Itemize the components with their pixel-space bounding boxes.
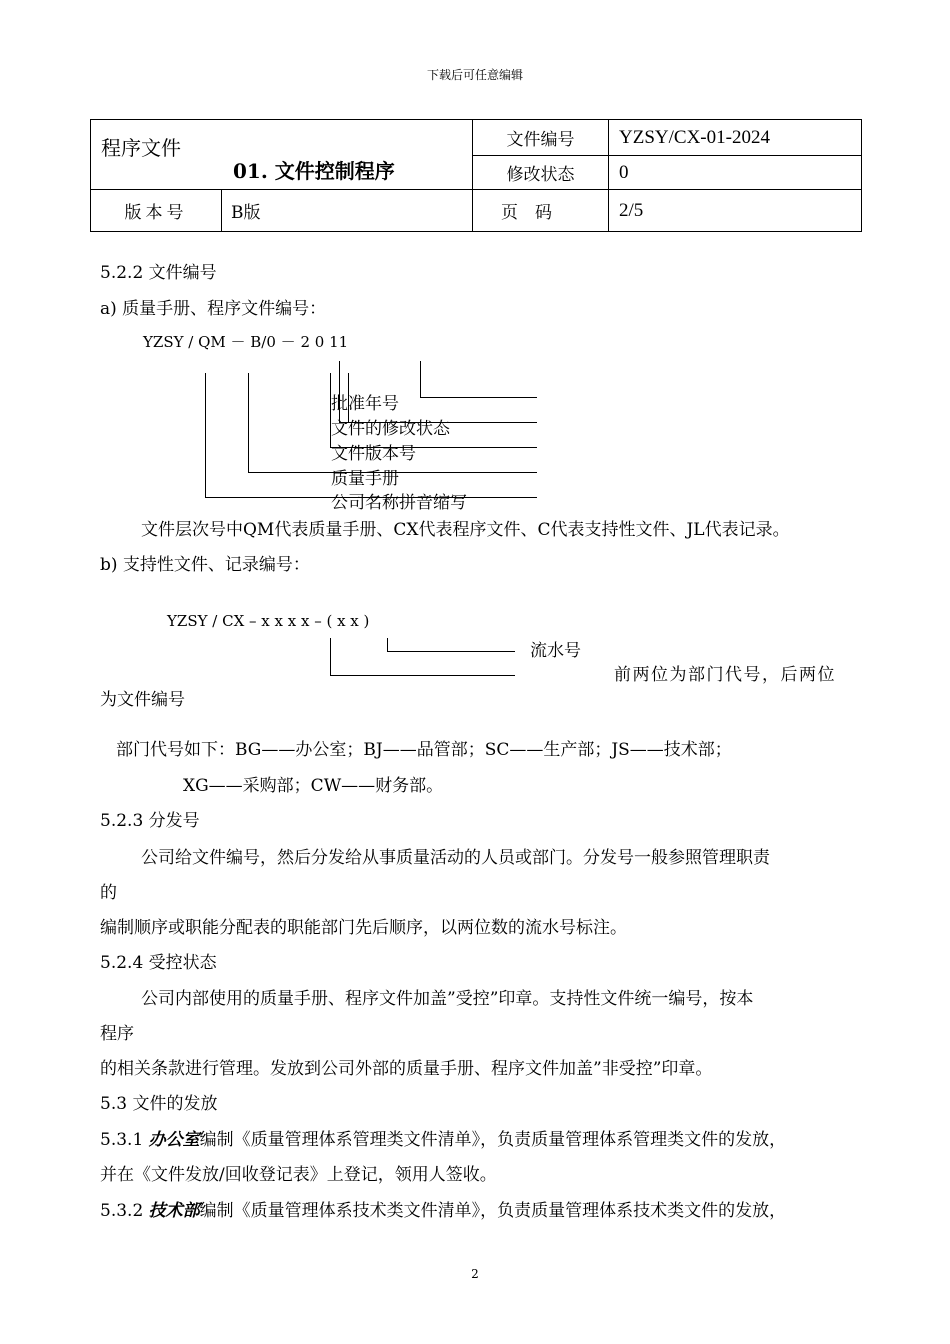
diagram-line <box>330 638 331 676</box>
top-note: 下载后可任意编辑 <box>426 68 523 82</box>
qm-label-version: 文件版本号 <box>331 444 416 464</box>
qm-code-format: YZSY / QM － B/0 － 2 0 11 <box>143 333 349 351</box>
version-label: 版本号 <box>91 190 222 232</box>
section-5-2-3-para2: 编制顺序或职能分配表的职能部门先后顺序，以两位数的流水号标注。 <box>100 918 627 938</box>
section-5-2-3-title: 5.2.3 分发号 <box>100 811 200 831</box>
doc-no-label: 文件编号 <box>473 120 609 156</box>
section-5-3-1-line2: 并在《文件发放/回收登记表》上登记，领用人签收。 <box>100 1165 497 1185</box>
header-title-cell <box>91 120 473 190</box>
section-5-3-1-text: 编制《质量管理体系管理类文件清单》，负责质量管理体系管理类文件的发放， <box>199 1130 787 1150</box>
dept-codes-line1: 部门代号如下：BG——办公室；BJ——品管部；SC——生产部；JS——技术部； <box>116 740 732 760</box>
page-label: 页 码 <box>473 190 609 232</box>
revision-label: 修改状态 <box>473 156 609 190</box>
version-value: B版 <box>222 190 473 232</box>
section-5-3-title: 5.3 文件的发放 <box>100 1094 218 1114</box>
dept-desc-line1: 前两位为部门代号，后两位 <box>614 665 836 685</box>
dept-desc-line2: 为文件编号 <box>100 690 185 710</box>
part-a-title: a) 质量手册、程序文件编号： <box>100 299 327 319</box>
cx-code-format: YZSY / CX – x x x x – ( x x ) <box>167 612 370 630</box>
section-5-2-4-para1: 公司内部使用的质量手册、程序文件加盖”受控”印章。支持性文件统一编号，按本 <box>141 989 754 1009</box>
section-5-2-3-para1: 公司给文件编号，然后分发给从事质量活动的人员或部门。分发号一般参照管理职责 <box>141 848 770 868</box>
section-5-3-2-dept: 技术部 <box>148 1201 200 1221</box>
section-5-2-2-title: 5.2.2 文件编号 <box>100 263 217 283</box>
section-5-2-4-para2: 的相关条款进行管理。发放到公司外部的质量手册、程序文件加盖”非受控”印章。 <box>100 1059 713 1079</box>
diagram-line <box>330 675 515 676</box>
revision-value: 0 <box>609 156 862 190</box>
levels-paragraph: 文件层次号中QM代表质量手册、CX代表程序文件、C代表支持性文件、JL代表记录。 <box>141 520 790 540</box>
page-value: 2/5 <box>609 190 862 232</box>
doc-title: 01. 文件控制程序 <box>233 158 395 183</box>
diagram-line <box>387 638 388 652</box>
part-b-title: b) 支持性文件、记录编号： <box>100 555 310 575</box>
diagram-line <box>420 361 421 398</box>
qm-label-manual: 质量手册 <box>331 469 399 489</box>
qm-label-revision: 文件的修改状态 <box>331 419 450 439</box>
diagram-line <box>420 397 537 398</box>
section-5-3-1-dept: 办公室 <box>148 1130 200 1150</box>
document-header-table <box>90 119 862 232</box>
page-number: 2 <box>471 1267 479 1281</box>
section-5-3-1-number: 5.3.1 <box>100 1130 144 1150</box>
serial-label: 流水号 <box>530 641 581 661</box>
section-5-3-2-number: 5.3.2 <box>100 1201 144 1221</box>
diagram-line <box>205 373 206 497</box>
section-5-2-4-title: 5.2.4 受控状态 <box>100 953 217 973</box>
dept-codes-line2: XG——采购部；CW——财务部。 <box>183 776 444 796</box>
qm-label-year: 批准年号 <box>331 394 399 414</box>
doc-no-value: YZSY/CX-01-2024 <box>609 120 862 156</box>
diagram-line <box>387 651 515 652</box>
doc-type: 程序文件 <box>101 135 181 160</box>
qm-label-company: 公司名称拼音缩写 <box>331 493 467 513</box>
diagram-line <box>248 373 249 473</box>
section-5-3-1-line1 <box>100 1125 786 1150</box>
section-5-2-4-para1-wrap: 程序 <box>100 1024 134 1044</box>
section-5-3-2-text: 编制《质量管理体系技术类文件清单》，负责质量管理体系技术类文件的发放， <box>199 1201 787 1221</box>
section-5-3-2-line1 <box>100 1196 786 1221</box>
section-5-2-3-para1-wrap: 的 <box>100 883 117 903</box>
